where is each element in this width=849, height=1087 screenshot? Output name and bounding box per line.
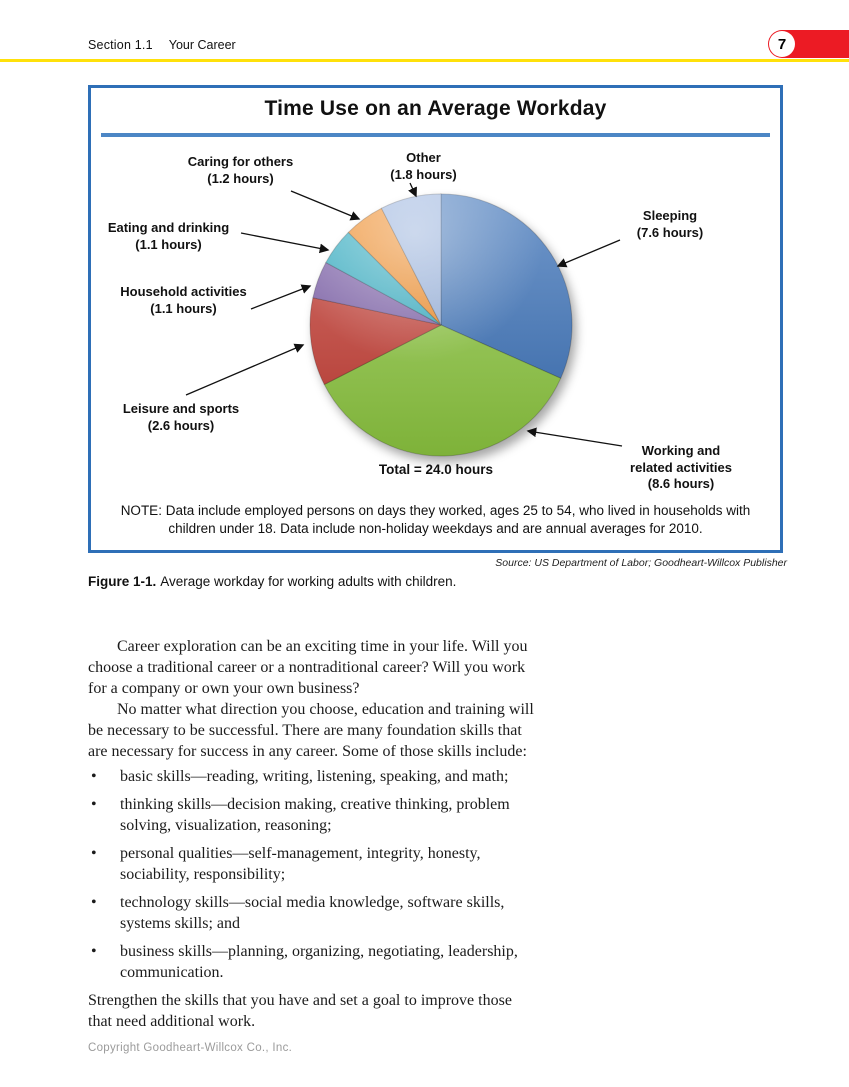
text-line: sociability, responsibility; [120, 866, 286, 883]
label-other-name: Other [406, 150, 441, 165]
text-line: • personal qualities—self-management, integrity, honesty, [120, 845, 481, 862]
arrow-working [528, 431, 622, 446]
text-line: that need additional work. [88, 1013, 256, 1030]
label-sleeping-hours: (7.6 hours) [636, 224, 704, 240]
closing-paragraph [88, 990, 663, 1032]
bullet-basic-skills [88, 766, 663, 787]
copyright-line: Copyright Goodheart-Willcox Co., Inc. [88, 1042, 293, 1054]
label-eating-name: Eating and drinking [107, 220, 230, 235]
label-working-name: Working and related activities [630, 443, 732, 475]
page-number-tab [768, 30, 849, 58]
label-caring-name: Caring for others [187, 154, 294, 169]
page-number: 7 [769, 31, 795, 57]
label-working-hours: (8.6 hours) [647, 476, 715, 491]
label-eating-hours: (1.1 hours) [135, 236, 202, 252]
paragraph-1 [88, 636, 663, 699]
bullet-thinking-skills [88, 794, 663, 836]
text-line: • business skills—planning, organizing, negotiating, leadership, [120, 943, 518, 960]
label-eating-and-drinking [91, 220, 246, 253]
paragraph-2 [88, 699, 663, 762]
chart-title: Time Use on an Average Workday [264, 97, 607, 120]
arrow-sleeping [558, 240, 620, 266]
running-head [88, 38, 236, 52]
pie-gloss-overlay [310, 194, 572, 456]
text-line: • thinking skills—decision making, creative thinking, problem [120, 796, 510, 813]
arrow-caring-for-others [291, 191, 359, 219]
arrow-other [410, 183, 416, 196]
label-household-hours: (1.1 hours) [150, 300, 217, 316]
text-line: solving, visualization, reasoning; [120, 817, 332, 834]
figure-caption [88, 574, 456, 589]
skills-bullet-list [88, 766, 663, 983]
figure-caption-text: Average workday for working adults with children. [160, 574, 457, 589]
figure-box [88, 85, 783, 553]
source-credit: Source: US Department of Labor; Goodheart-Willcox Publisher [495, 557, 787, 569]
total-label: Total = 24.0 hours [378, 462, 494, 477]
arrow-leisure-and-sports [186, 345, 303, 395]
label-other-hours: (1.8 hours) [390, 166, 457, 182]
bullet-technology-skills [88, 892, 663, 934]
text-line: for a company or own your own business? [88, 680, 360, 697]
chart-note [101, 502, 770, 538]
text-line: are necessary for success in any career. Some of those skills include: [88, 743, 527, 760]
text-line: • technology skills—social media knowledge, software skills, [120, 894, 505, 911]
header-divider [0, 59, 849, 62]
text-line: choose a traditional career or a nontraditional career? Will you work [88, 659, 526, 676]
label-caring-hours: (1.2 hours) [207, 170, 274, 186]
text-line: NOTE: Data include employed persons on days they worked, ages 25 to 54, who lived in households with [120, 503, 751, 518]
text-line: Career exploration can be an exciting time in your life. Will you [117, 638, 528, 655]
text-line: be necessary to be successful. There are many foundation skills that [88, 722, 522, 739]
label-caring-for-others [153, 154, 328, 187]
label-household-name: Household activities [120, 284, 247, 299]
bullet-personal-qualities [88, 843, 663, 885]
text-line: systems skills; and [120, 915, 241, 932]
label-leisure-name: Leisure and sports [122, 401, 240, 416]
text-line: • basic skills—reading, writing, listening, speaking, and math; [120, 768, 509, 785]
text-line: children under 18. Data include non-holiday weekdays and are annual averages for 2010. [168, 521, 703, 536]
text-line: No matter what direction you choose, education and training will [117, 701, 534, 718]
body-text [88, 636, 663, 1032]
figure-caption-label: Figure 1-1. [88, 574, 157, 589]
text-line: Strengthen the skills that you have and set a goal to improve those [88, 992, 512, 1009]
label-other [361, 150, 486, 183]
label-household-activities [101, 284, 266, 317]
arrow-eating-and-drinking [241, 233, 328, 250]
label-working [621, 443, 741, 493]
label-leisure-and-sports [96, 401, 266, 434]
label-leisure-hours: (2.6 hours) [147, 417, 215, 433]
bullet-business-skills [88, 941, 663, 983]
text-line: communication. [120, 964, 224, 981]
label-sleeping [605, 208, 735, 241]
section-title: Your Career [168, 38, 236, 52]
section-number: Section 1.1 [88, 38, 153, 52]
label-sleeping-name: Sleeping [642, 208, 698, 223]
